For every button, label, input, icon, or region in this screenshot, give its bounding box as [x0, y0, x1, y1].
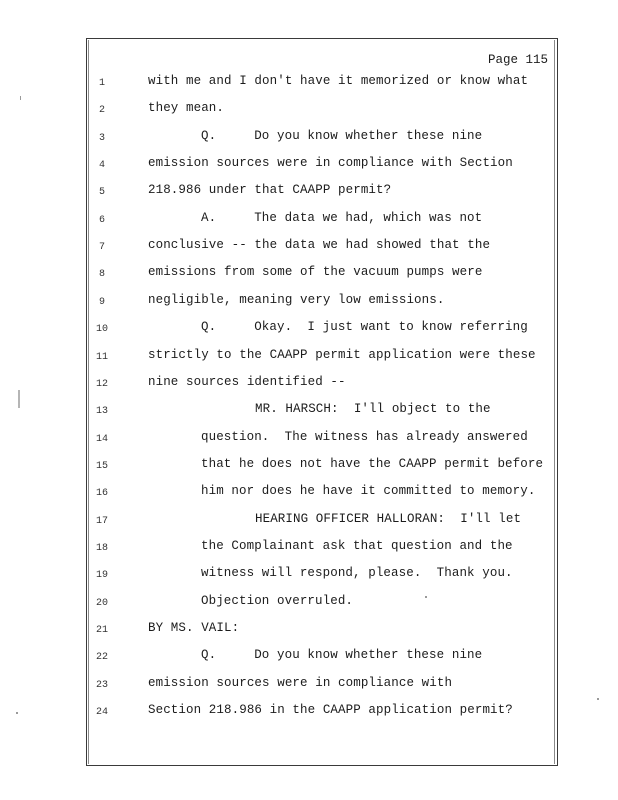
transcript-line	[0, 566, 618, 586]
line-text: A. The data we had, which was not	[201, 210, 483, 225]
transcript-line	[0, 156, 618, 176]
line-text: negligible, meaning very low emissions.	[148, 292, 445, 307]
line-text: 218.986 under that CAAPP permit?	[148, 183, 392, 198]
line-text: Objection overruled.	[201, 593, 354, 608]
line-text: HEARING OFFICER HALLORAN: I'll let	[255, 511, 522, 526]
line-text: him nor does he have it committed to memory.	[201, 484, 536, 499]
line-number: 2	[98, 105, 105, 117]
transcript-line	[0, 211, 618, 231]
line-text: the Complainant ask that question and the	[201, 538, 513, 553]
scan-artifact	[16, 712, 18, 714]
line-number: 7	[98, 242, 105, 254]
line-text: conclusive -- the data we had showed that the	[148, 238, 491, 253]
transcript-line	[0, 293, 618, 313]
line-text: Q. Do you know whether these nine	[201, 128, 483, 143]
line-number: 9	[98, 296, 105, 308]
line-text: emission sources were in compliance with Section	[148, 156, 513, 171]
line-number: 3	[98, 132, 105, 144]
line-text: strictly to the CAAPP permit application were these	[148, 347, 536, 362]
transcript-line	[0, 238, 618, 258]
line-number: 11	[95, 351, 108, 363]
transcript-line	[0, 74, 618, 94]
scan-artifact	[20, 96, 21, 100]
line-number: 13	[95, 406, 108, 418]
line-number: 24	[95, 707, 108, 719]
line-text: witness will respond, please. Thank you.	[201, 566, 513, 581]
line-number: 12	[95, 378, 108, 390]
transcript-line	[0, 703, 618, 723]
transcript-line	[0, 129, 618, 149]
line-text: they mean.	[148, 101, 225, 116]
line-number: 17	[95, 515, 108, 527]
transcript-line	[0, 539, 618, 559]
transcript-line	[0, 265, 618, 285]
line-number: 1	[98, 78, 105, 89]
line-number: 21	[95, 625, 108, 636]
line-text: Q. Do you know whether these nine	[201, 648, 483, 663]
transcript-line	[0, 101, 618, 121]
scan-artifact	[597, 698, 599, 700]
transcript-line	[0, 320, 618, 340]
line-number: 22	[95, 652, 108, 664]
line-number: 14	[95, 433, 108, 445]
line-number: 15	[95, 460, 108, 472]
line-number: 18	[95, 542, 108, 554]
transcript-line	[0, 348, 618, 368]
line-text: Q. Okay. I just want to know referring	[201, 320, 528, 335]
transcript-line	[0, 430, 618, 450]
scan-artifact	[18, 390, 20, 408]
transcript-line	[0, 512, 618, 532]
line-number: 23	[95, 679, 108, 691]
line-text: with me and I don't have it memorized or know what	[148, 74, 529, 88]
line-number: 6	[98, 214, 105, 226]
line-number: 4	[98, 160, 105, 172]
line-text: emission sources were in compliance with	[148, 675, 453, 690]
transcript-line	[0, 183, 618, 203]
line-text: emissions from some of the vacuum pumps were	[148, 265, 483, 280]
line-text: Section 218.986 in the CAAPP application permit?	[148, 703, 513, 718]
transcript-line	[0, 457, 618, 477]
line-text: that he does not have the CAAPP permit before	[201, 456, 544, 471]
line-text: BY MS. VAIL:	[148, 621, 240, 635]
transcript-line	[0, 594, 618, 614]
line-number: 10	[95, 324, 108, 336]
transcript-line	[0, 484, 618, 504]
scan-artifact	[425, 596, 427, 598]
line-number: 20	[95, 597, 108, 609]
line-text: nine sources identified --	[148, 374, 346, 389]
line-number: 16	[95, 488, 108, 500]
line-number: 8	[98, 269, 105, 281]
transcript-line	[0, 648, 618, 668]
transcript-line	[0, 375, 618, 395]
transcript-line	[0, 621, 618, 641]
line-text: question. The witness has already answered	[201, 429, 528, 444]
line-text: MR. HARSCH: I'll object to the	[255, 402, 491, 417]
transcript-line	[0, 402, 618, 422]
transcript-line	[0, 676, 618, 696]
line-number: 19	[95, 570, 108, 582]
line-number: 5	[98, 187, 105, 199]
page-number: Page 115	[487, 53, 548, 67]
